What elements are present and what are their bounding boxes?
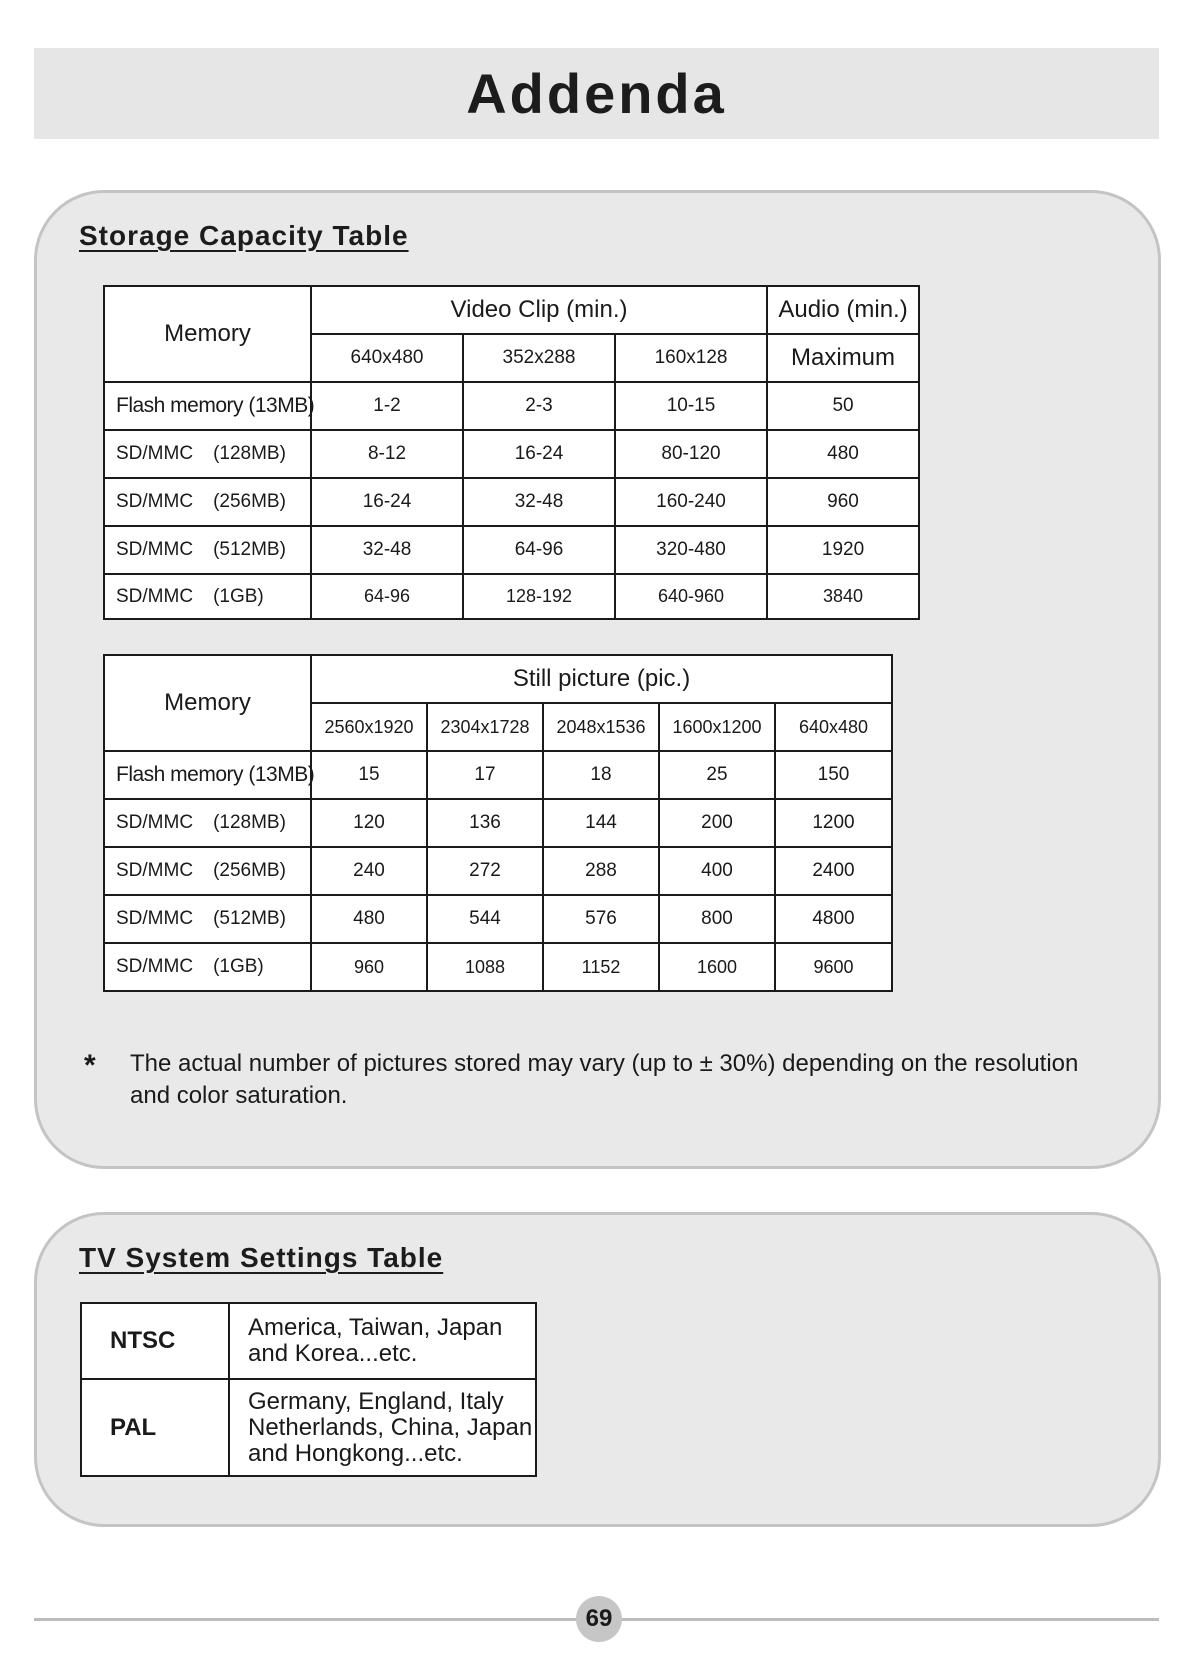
table-row: [104, 943, 892, 991]
footnote-text: The actual number of pictures stored may vary (up to ± 30%) depending on the resolution and color saturation.: [130, 1050, 1079, 1109]
table-row: [104, 847, 892, 895]
tv-system-name: PAL: [81, 1379, 229, 1476]
memory-type-cell: [104, 847, 311, 895]
memory-card-label: SD/MMC: [116, 539, 194, 560]
storage-section-title: Storage Capacity Table: [79, 220, 409, 251]
value-cell: 18: [543, 751, 659, 799]
value-cell: 32-48: [311, 526, 463, 574]
memory-card-label: SD/MMC: [116, 956, 194, 977]
value-cell: 8-12: [311, 430, 463, 478]
memory-header: Memory: [104, 655, 311, 751]
memory-card-label: Flash memory (13MB): [116, 394, 315, 417]
memory-type-cell: [104, 430, 311, 478]
memory-card-label: SD/MMC: [116, 908, 194, 929]
memory-type-cell: [104, 478, 311, 526]
memory-type-cell: [104, 751, 315, 799]
value-cell: 80-120: [615, 430, 767, 478]
value-cell: 1088: [427, 943, 543, 991]
video-resolution-header: 352x288: [463, 334, 615, 382]
value-cell: 10-15: [615, 382, 767, 430]
still-resolution-header: 2048x1536: [543, 703, 659, 751]
asterisk-icon: *: [84, 1049, 96, 1082]
value-cell: 400: [659, 847, 775, 895]
value-cell: 16-24: [463, 430, 615, 478]
value-cell: 288: [543, 847, 659, 895]
still-resolution-header: 640x480: [775, 703, 892, 751]
table-row: [81, 1303, 536, 1379]
table-row: [104, 478, 919, 526]
value-cell: 480: [767, 430, 919, 478]
value-cell: 640-960: [615, 574, 767, 619]
memory-card-label: SD/MMC: [116, 812, 194, 833]
memory-card-label: SD/MMC: [116, 860, 194, 881]
still-picture-table: [103, 654, 893, 992]
table-row: [81, 1379, 536, 1476]
memory-card-label: Flash memory (13MB): [116, 763, 315, 786]
value-cell: 800: [659, 895, 775, 943]
still-resolution-header: 2304x1728: [427, 703, 543, 751]
memory-size-label: (256MB): [213, 491, 286, 512]
video-clip-header: Video Clip (min.): [311, 286, 767, 334]
value-cell: 1152: [543, 943, 659, 991]
value-cell: 240: [311, 847, 427, 895]
memory-size-label: (1GB): [213, 585, 264, 607]
memory-type-cell: [104, 526, 311, 574]
value-cell: 1200: [775, 799, 892, 847]
table-row: [104, 430, 919, 478]
value-cell: 3840: [767, 574, 919, 619]
memory-size-label: (1GB): [213, 956, 264, 977]
region-line: America, Taiwan, Japan: [248, 1314, 503, 1341]
still-resolution-header: 2560x1920: [311, 703, 427, 751]
memory-type-cell: [104, 574, 311, 619]
value-cell: 320-480: [615, 526, 767, 574]
still-resolution-header: 1600x1200: [659, 703, 775, 751]
memory-size-label: (256MB): [213, 860, 286, 881]
tv-regions-cell: [229, 1379, 536, 1476]
value-cell: 2400: [775, 847, 892, 895]
region-line: and Hongkong...etc.: [248, 1439, 463, 1467]
region-line: Netherlands, China, Japan: [248, 1413, 533, 1441]
memory-type-cell: [104, 799, 311, 847]
value-cell: 17: [427, 751, 543, 799]
table-row: [104, 895, 892, 943]
value-cell: 1600: [659, 943, 775, 991]
memory-size-label: (128MB): [213, 812, 286, 833]
title-bar: [34, 48, 1159, 139]
page-number: 69: [576, 1596, 622, 1642]
value-cell: 576: [543, 895, 659, 943]
audio-maximum-header: Maximum: [767, 334, 919, 382]
value-cell: 32-48: [463, 478, 615, 526]
value-cell: 128-192: [463, 574, 615, 619]
value-cell: 4800: [775, 895, 892, 943]
value-cell: 120: [311, 799, 427, 847]
page-title: Addenda: [466, 62, 727, 125]
table-row: [104, 574, 919, 619]
video-audio-table: [103, 285, 920, 620]
memory-card-label: SD/MMC: [116, 585, 194, 607]
table-row: [104, 751, 892, 799]
value-cell: 64-96: [311, 574, 463, 619]
video-resolution-header: 640x480: [311, 334, 463, 382]
memory-size-label: (128MB): [213, 443, 286, 464]
value-cell: 960: [767, 478, 919, 526]
table-row: [104, 382, 919, 430]
memory-type-cell: [104, 382, 315, 430]
tv-section-title: TV System Settings Table: [79, 1242, 444, 1273]
value-cell: 2-3: [463, 382, 615, 430]
memory-size-label: (512MB): [213, 539, 286, 560]
value-cell: 25: [659, 751, 775, 799]
region-line: Germany, England, Italy: [248, 1387, 504, 1415]
memory-card-label: SD/MMC: [116, 443, 194, 464]
value-cell: 144: [543, 799, 659, 847]
audio-header: Audio (min.): [767, 286, 919, 334]
value-cell: 64-96: [463, 526, 615, 574]
memory-type-cell: [104, 895, 311, 943]
memory-size-label: (512MB): [213, 908, 286, 929]
value-cell: 16-24: [311, 478, 463, 526]
memory-type-cell: [104, 943, 311, 991]
value-cell: 960: [311, 943, 427, 991]
value-cell: 272: [427, 847, 543, 895]
memory-header: Memory: [104, 286, 311, 382]
value-cell: 160-240: [615, 478, 767, 526]
value-cell: 50: [767, 382, 919, 430]
value-cell: 136: [427, 799, 543, 847]
tv-regions-cell: [229, 1303, 536, 1379]
value-cell: 544: [427, 895, 543, 943]
value-cell: 1920: [767, 526, 919, 574]
value-cell: 15: [311, 751, 427, 799]
table-row: [104, 799, 892, 847]
tv-system-name: NTSC: [81, 1303, 229, 1379]
footnote: [84, 1048, 1104, 1112]
video-resolution-header: 160x128: [615, 334, 767, 382]
tv-system-table: [80, 1302, 537, 1477]
value-cell: 1-2: [311, 382, 463, 430]
value-cell: 9600: [775, 943, 892, 991]
value-cell: 150: [775, 751, 892, 799]
value-cell: 480: [311, 895, 427, 943]
still-picture-header: Still picture (pic.): [311, 655, 892, 703]
value-cell: 200: [659, 799, 775, 847]
region-line: and Korea...etc.: [248, 1340, 418, 1367]
memory-card-label: SD/MMC: [116, 491, 194, 512]
table-row: [104, 526, 919, 574]
